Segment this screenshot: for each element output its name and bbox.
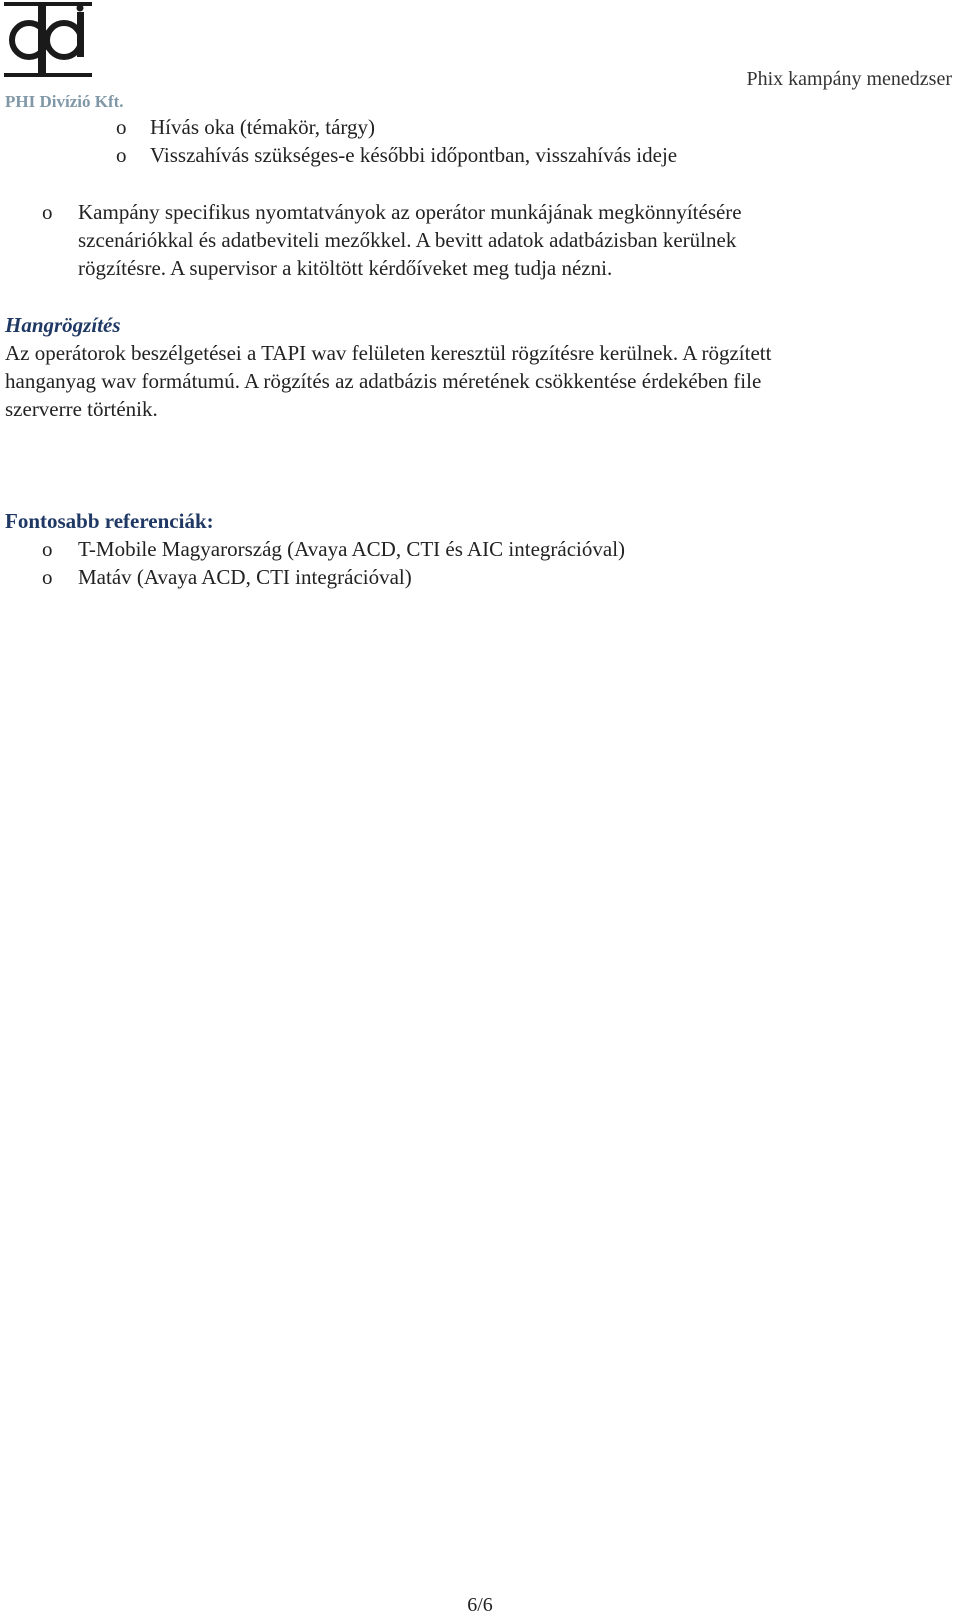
list-marker: o — [42, 565, 53, 589]
campaign-item-line: rögzítésre. A supervisor a kitöltött kérdőíveket meg tudja nézni. — [78, 256, 613, 280]
recording-paragraph-line: hanganyag wav formátumú. A rögzítés az adatbázis méretének csökkentése érdekében file — [5, 369, 762, 393]
recording-paragraph-line: szerverre történik. — [5, 397, 158, 421]
reference-item-matav: Matáv (Avaya ACD, CTI integrációval) — [78, 565, 412, 589]
campaign-item-line: szcenáriókkal és adatbeviteli mezőkkel. A bevitt adatok adatbázisban kerülnek — [78, 228, 737, 252]
references-heading: Fontosabb referenciák: — [5, 509, 214, 533]
page-number: 6/6 — [467, 1594, 493, 1616]
list-marker: o — [42, 537, 53, 561]
sublist-item-call-reason: Hívás oka (témakör, tárgy) — [150, 115, 376, 139]
campaign-item-line: Kampány specifikus nyomtatványok az operátor munkájának megkönnyítésére — [78, 200, 742, 224]
sublist-marker: o — [116, 143, 127, 167]
document-title: Phix kampány menedzser — [746, 68, 952, 90]
sublist-marker: o — [116, 115, 127, 139]
company-name: PHI Divízió Kft. — [5, 92, 124, 111]
recording-paragraph-line: Az operátorok beszélgetései a TAPI wav felületen keresztül rögzítésre kerülnek. A rögzített — [5, 341, 772, 365]
recording-heading: Hangrögzítés — [5, 313, 121, 337]
sublist-item-callback: Visszahívás szükséges-e későbbi időpontban, visszahívás ideje — [150, 143, 678, 167]
list-marker: o — [42, 200, 53, 224]
phi-logo-icon — [4, 2, 92, 78]
reference-item-tmobile: T-Mobile Magyarország (Avaya ACD, CTI és AIC integrációval) — [78, 537, 626, 561]
